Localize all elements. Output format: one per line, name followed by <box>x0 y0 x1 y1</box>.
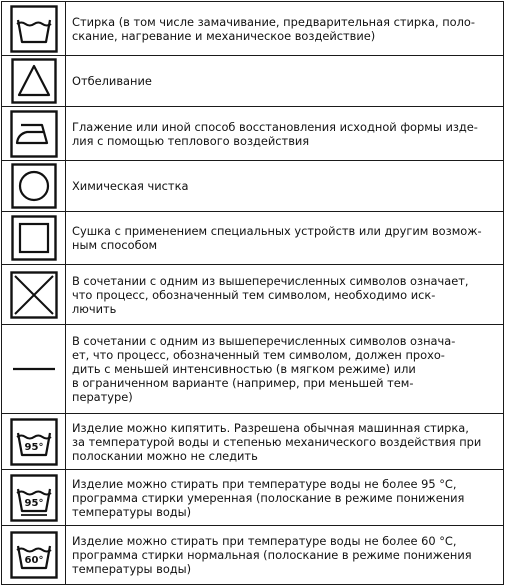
description-line: температуры воды) <box>72 504 192 519</box>
description-line: в ограниченном варианте (например, при меньшей тем- <box>72 376 414 390</box>
table-row <box>2 470 504 526</box>
temperature-label: 95° <box>24 497 43 509</box>
description-line: Изделие можно стирать при температуре воды не более 60 °С, <box>72 534 457 548</box>
table-row <box>2 526 504 585</box>
description-line: лючить <box>72 301 117 316</box>
care-symbols-table <box>1 1 504 585</box>
description-line: полоскании можно не следить <box>72 448 258 463</box>
description-cell <box>66 107 504 161</box>
symbol-cell <box>2 212 66 265</box>
temperature-label: 60° <box>24 555 43 566</box>
symbol-cell <box>2 56 66 107</box>
symbol-cell <box>2 107 66 161</box>
description-line: Химическая чистка <box>72 179 189 193</box>
description-line: Сушка с применением специальных устройств или другим возмож- <box>72 224 482 238</box>
triangle-bleach-icon <box>11 58 57 104</box>
description-line: В сочетании с одним из вышеперечисленных символов означает, <box>72 273 469 288</box>
circle-dry-clean-icon <box>11 163 57 209</box>
description-cell <box>66 56 504 107</box>
description-cell <box>66 526 504 585</box>
cross-prohibit-icon <box>10 271 58 319</box>
description-line: дить с меньшей интенсивностью (в мягком режиме) или <box>72 362 416 376</box>
table-row <box>2 325 504 414</box>
symbol-cell <box>2 325 66 414</box>
symbol-cell <box>2 265 66 325</box>
description-line: программа стирки нормальная (полоскание в режиме понижения <box>72 548 472 562</box>
description-cell <box>66 161 504 212</box>
table-row <box>2 107 504 161</box>
table-row <box>2 414 504 470</box>
symbol-cell <box>2 2 66 56</box>
description-line: Изделие можно кипятить. Разрешена обычная машинная стирка, <box>72 420 469 435</box>
table-row <box>2 2 504 56</box>
description-line: скание, нагревание и механическое воздействие) <box>72 28 376 43</box>
symbol-cell <box>2 470 66 526</box>
bar-mild-icon <box>11 354 57 384</box>
symbol-cell <box>2 161 66 212</box>
square-dry-icon <box>11 215 57 261</box>
table-row <box>2 161 504 212</box>
table-row <box>2 265 504 325</box>
description-line: Отбеливание <box>72 74 152 88</box>
description-line: температуры воды) <box>72 562 192 576</box>
description-cell <box>66 212 504 265</box>
temperature-label: 95° <box>24 441 43 453</box>
table-row <box>2 212 504 265</box>
description-line: ным способом <box>72 238 158 252</box>
description-line: ет, что процесс, обозначенный тем символом, должен прохо- <box>72 348 445 362</box>
description-cell <box>66 325 504 414</box>
description-line: за температурой воды и степенью механического воздействия при <box>72 434 482 449</box>
description-cell <box>66 414 504 470</box>
wash-95-boil-icon <box>10 418 58 466</box>
description-line: пературе) <box>72 390 133 404</box>
iron-icon <box>10 110 58 158</box>
wash-95-moderate-icon <box>10 474 58 522</box>
description-line: Изделие можно стирать при температуре воды не более 95 °С, <box>72 476 457 491</box>
wash-tub-icon <box>10 5 58 53</box>
description-line: Стирка (в том числе замачивание, предварительная стирка, поло- <box>72 14 475 29</box>
description-line: Глажение или иной способ восстановления исходной формы изде- <box>72 119 478 134</box>
table-row <box>2 56 504 107</box>
description-line: программа стирки умеренная (полоскание в режиме понижения <box>72 490 465 505</box>
description-line: лия с помощью теплового воздействия <box>72 133 310 148</box>
description-line: В сочетании с одним из вышеперечисленных символов означа- <box>72 334 456 348</box>
wash-60-normal-icon <box>10 531 58 579</box>
symbol-cell <box>2 414 66 470</box>
description-cell <box>66 2 504 56</box>
description-line: что процесс, обозначенный тем символом, необходимо иск- <box>72 287 436 302</box>
description-cell <box>66 265 504 325</box>
description-cell <box>66 470 504 526</box>
symbol-cell <box>2 526 66 585</box>
